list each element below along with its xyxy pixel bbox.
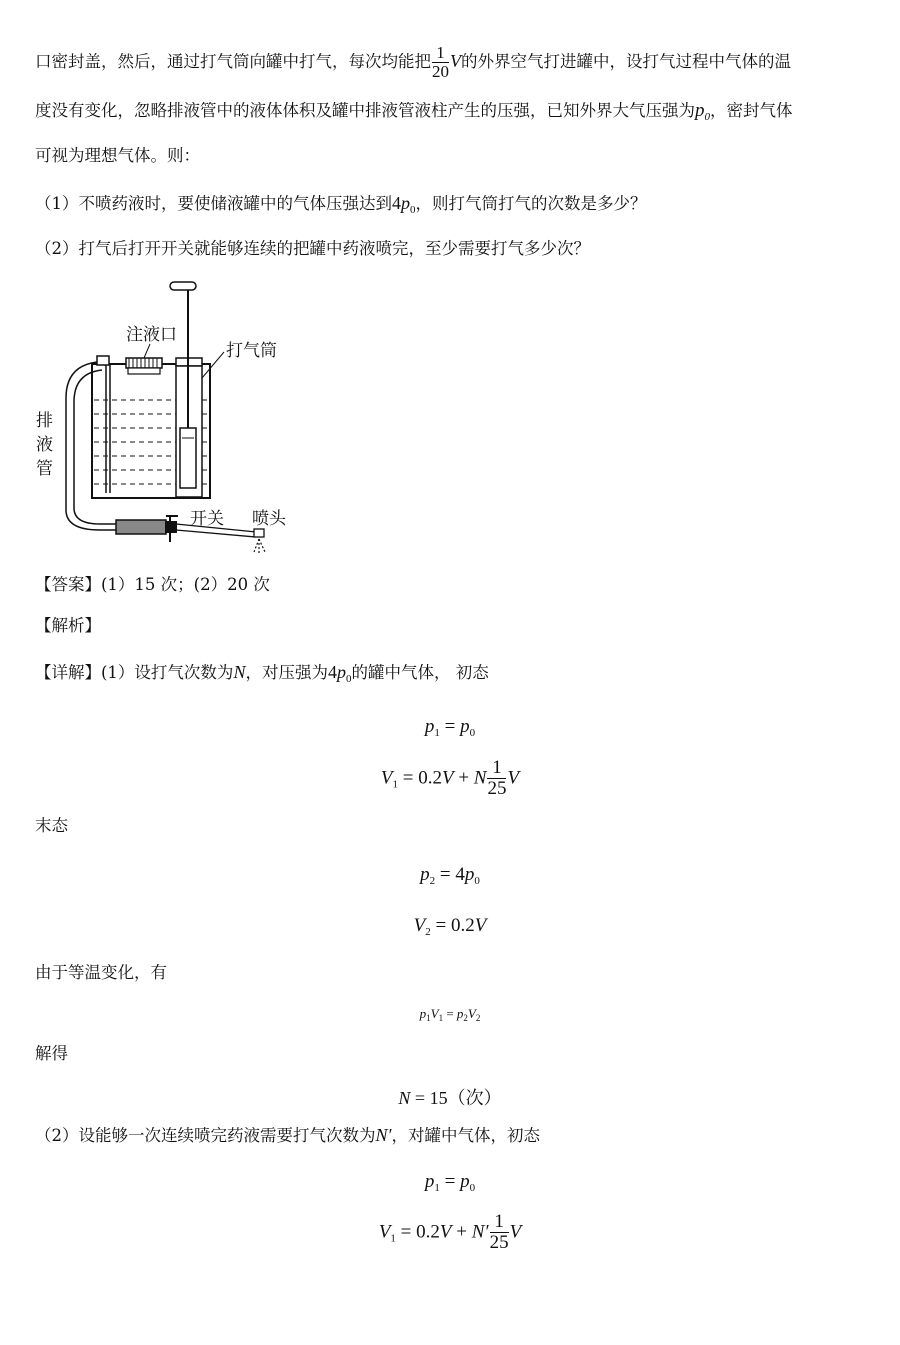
label-switch: 开关 (190, 509, 224, 529)
part-2-line: （2）设能够一次连续喷完药液需要打气次数为N′，对罐中气体，初态 (35, 1125, 540, 1145)
label-pipe-1: 排 (36, 411, 53, 431)
hose-grip (116, 520, 166, 534)
equation-p1-part2: $p_1 = p_0$ (424, 1171, 476, 1194)
fraction-1-25: $\frac{1}{25}$ (487, 757, 507, 799)
pump-cylinder (170, 282, 202, 497)
problem-line-3: 可视为理想气体。则： (35, 146, 200, 165)
solve-line: 解得 (35, 1044, 68, 1063)
spray-icon (254, 539, 265, 554)
sprayer-diagram (30, 278, 320, 560)
inlet-pointer (144, 344, 150, 358)
isothermal-line: 由于等温变化，有 (35, 963, 167, 982)
label-pump: 打气筒 (226, 341, 277, 361)
final-state-label: 末态 (35, 816, 68, 835)
label-pipe-3: 管 (36, 459, 53, 479)
switch-valve (166, 516, 178, 542)
equation-n-result: N = 15（次） (398, 1088, 502, 1108)
analysis-heading: 【解析】 (35, 616, 101, 635)
equation-p2: $p_2 = 4p_0$ (420, 864, 480, 887)
equation-v1-part2: $V_1 = 0.2V + N'$ $\frac{1}{25}$ V (378, 1211, 522, 1253)
question-2: （2）打气后打开开关就能够连续的把罐中药液喷完，至少需要打气多少次？ (35, 239, 590, 258)
fraction-1-25-part2: $\frac{1}{25}$ (489, 1211, 509, 1253)
fraction-1-20: $\frac{1}{20}$ (432, 43, 449, 81)
answer-line: 【答案】(1）15 次；(2）20 次 (35, 575, 270, 594)
label-nozzle: 喷头 (252, 509, 286, 529)
label-inlet: 注液口 (126, 325, 177, 345)
detail-line: 【详解】(1）设打气次数为N，对压强为$4p_0$的罐中气体， 初态 (35, 662, 489, 685)
problem-line-2: 度没有变化，忽略排液管中的液体体积及罐中排液管液柱产生的压强，已知外界大气压强为$p_0$，密封气体 (35, 100, 793, 123)
equation-p1: $p_1 = p_0$ (424, 716, 476, 739)
label-pipe-2: 液 (36, 435, 53, 455)
problem-line-1: 口密封盖，然后，通过打气筒向罐中打气，每次均能把 $\frac{1}{20}$ V的外界空气打进罐中，设打气过程中气体的温 (35, 43, 791, 81)
question-1: （1）不喷药液时，要使储液罐中的气体压强达到$4p_0$，则打气筒打气的次数是多少？ (35, 193, 647, 216)
equation-v1: $V_1 = 0.2V + N$ $\frac{1}{25}$ V (380, 757, 520, 799)
equation-v2: $V_2 = 0.2V$ (413, 915, 487, 938)
equation-boyle: $p_1V_1 = p_2V_2$ (419, 1006, 481, 1023)
inlet-cap (126, 358, 162, 374)
